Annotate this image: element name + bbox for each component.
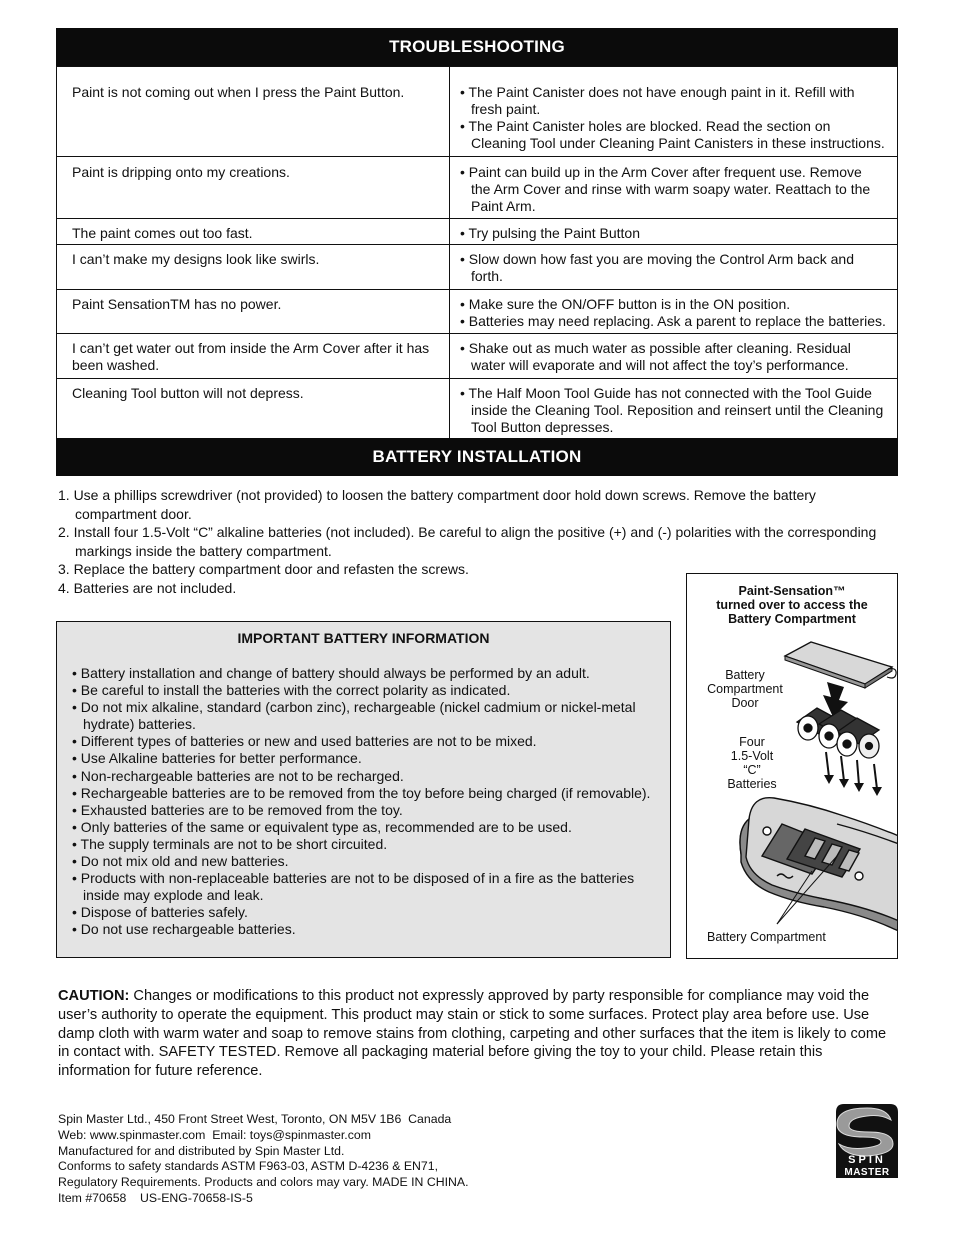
list-item: 1. Use a phillips screwdriver (not provided) to loosen the battery compartment door hold down screws. Remove the battery compartment door. [58, 487, 816, 522]
table-row [57, 219, 898, 245]
solution-line: • Slow down how fast you are moving the Control Arm back and forth. [460, 251, 854, 284]
footer-line: Item #70658 US-ENG-70658-IS-5 [58, 1190, 253, 1205]
problem-cell: Paint is not coming out when I press the Paint Button. [57, 67, 450, 157]
compartment-door-illustration [785, 642, 896, 688]
list-item: • Do not mix old and new batteries. [72, 853, 289, 870]
list-item: • Rechargeable batteries are to be removed from the toy before being charged (if removable). [72, 784, 651, 801]
important-battery-info-box [56, 621, 671, 958]
table-row [57, 334, 898, 379]
solution-line: • The Half Moon Tool Guide has not connected with the Tool Guide inside the Cleaning Tool. Reposition and reinsert until the Cleaning Tool Button depresses. [460, 385, 884, 435]
list-item: • Exhausted batteries are to be removed from the toy. [72, 801, 403, 818]
footer-line: Conforms to safety standards ASTM F963-03, ASTM D-4236 & EN71, [58, 1159, 439, 1174]
problem-cell: The paint comes out too fast. [57, 219, 450, 245]
solution-line: • The Paint Canister does not have enough paint in it. Refill with fresh paint. [460, 84, 855, 117]
caution-label: CAUTION: [58, 988, 130, 1004]
list-item: 2. Install four 1.5-Volt “C” alkaline batteries (not included). Be careful to align the positive (+) and (-) polarities with the corresponding markings inside the battery compartment. [58, 524, 877, 559]
list-item: • Only batteries of the same or equivalent type as, recommended are to be used. [72, 818, 572, 835]
caution-paragraph [58, 987, 896, 1081]
toy-body-illustration [740, 798, 898, 931]
spin-master-logo [834, 1102, 900, 1180]
list-item: • Non-rechargeable batteries are not to be recharged. [72, 767, 404, 784]
troubleshooting-heading: TROUBLESHOOTING [56, 28, 898, 66]
list-item: • Use Alkaline batteries for better performance. [72, 750, 362, 767]
table-row [57, 67, 898, 157]
batteries-illustration [797, 708, 879, 758]
solution-cell [450, 334, 898, 379]
table-row [57, 290, 898, 334]
label-compartment-door: Battery Compartment Door [707, 668, 783, 710]
solution-cell [450, 219, 898, 245]
list-item: • Do not use rechargeable batteries. [72, 921, 296, 938]
solution-line: • Paint can build up in the Arm Cover after frequent use. Remove the Arm Cover and rinse with warm soapy water. Reattach to the Paint Arm. [460, 164, 871, 214]
list-item: • Battery installation and change of battery should always be performed by an adult. [72, 665, 590, 681]
list-item: • Dispose of batteries safely. [72, 904, 248, 921]
problem-cell: I can’t make my designs look like swirls. [57, 245, 450, 290]
label-battery-compartment: Battery Compartment [707, 930, 826, 944]
table-row [57, 157, 898, 219]
table-row [57, 245, 898, 290]
list-item: • Different types of batteries or new and used batteries are not to be mixed. [72, 733, 537, 750]
list-item: • Products with non-replaceable batteries are not to be disposed of in a fire as the batteries inside may explode and leak. [72, 870, 635, 904]
solution-line: • Make sure the ON/OFF button is in the ON position. [460, 296, 791, 312]
solution-cell [450, 290, 898, 334]
footer-line: Web: www.spinmaster.com Email: toys@spinmaster.com [58, 1127, 371, 1142]
solution-cell [450, 67, 898, 157]
caution-text: Changes or modifications to this product not expressly approved by party responsible for compliance may void the user’s authority to operate the equipment. This product may stain or stick to some surfaces. Protect play area before use. Use damp cloth with warm water and soap to remove stains from clothing, carpeting and other surfaces that the item is likely to come in contact with. SAFETY TESTED. Remove all packaging material before giving the toy to your child. Please retain this information for future reference. [58, 988, 887, 1080]
list-item: 3. Replace the battery compartment door and refasten the screws. [58, 561, 469, 578]
battery-installation-heading: BATTERY INSTALLATION [56, 438, 898, 476]
problem-cell: I can’t get water out from inside the Arm Cover after it has been washed. [57, 334, 450, 379]
solution-cell [450, 157, 898, 219]
footer-line: Spin Master Ltd., 450 Front Street West, Toronto, ON M5V 1B6 Canada [58, 1112, 452, 1126]
info-box-title: IMPORTANT BATTERY INFORMATION [237, 630, 490, 646]
solution-line: • Batteries may need replacing. Ask a parent to replace the batteries. [460, 313, 886, 329]
list-item: 4. Batteries are not included. [58, 579, 237, 596]
logo-text-line1: SPIN [848, 1154, 886, 1166]
troubleshooting-table [56, 66, 898, 448]
list-item: • The supply terminals are not to be short circuited. [72, 835, 388, 852]
solution-cell [450, 245, 898, 290]
solution-line: • Try pulsing the Paint Button [460, 225, 641, 241]
insert-arrows-icon [824, 752, 882, 796]
solution-line: • Shake out as much water as possible after cleaning. Residual water will evaporate and will not affect the toy’s performance. [460, 340, 851, 373]
label-batteries: Four 1.5-Volt “C” Batteries [727, 735, 777, 791]
list-item: • Do not mix alkaline, standard (carbon zinc), rechargeable (nickel cadmium or nickel-metal hydrate) batteries. [72, 699, 636, 733]
list-item: • Be careful to install the batteries with the correct polarity as indicated. [72, 682, 511, 699]
company-footer [58, 1112, 558, 1207]
battery-figure [686, 573, 898, 959]
problem-cell: Paint is dripping onto my creations. [57, 157, 450, 219]
problem-cell: Paint SensationTM has no power. [57, 290, 450, 334]
solution-line: • The Paint Canister holes are blocked. Read the section on Cleaning Tool under Cleaning Paint Canisters in these instructions. [460, 118, 885, 151]
logo-text-line2: MASTER [844, 1167, 890, 1178]
figure-title: Paint-Sensation™ turned over to access the Battery Compartment [716, 584, 868, 626]
footer-line: Regulatory Requirements. Products and colors may vary. MADE IN CHINA. [58, 1175, 469, 1190]
info-list [57, 665, 670, 939]
problem-cell: Cleaning Tool button will not depress. [57, 379, 450, 448]
footer-line: Manufactured for and distributed by Spin Master Ltd. [58, 1143, 345, 1158]
